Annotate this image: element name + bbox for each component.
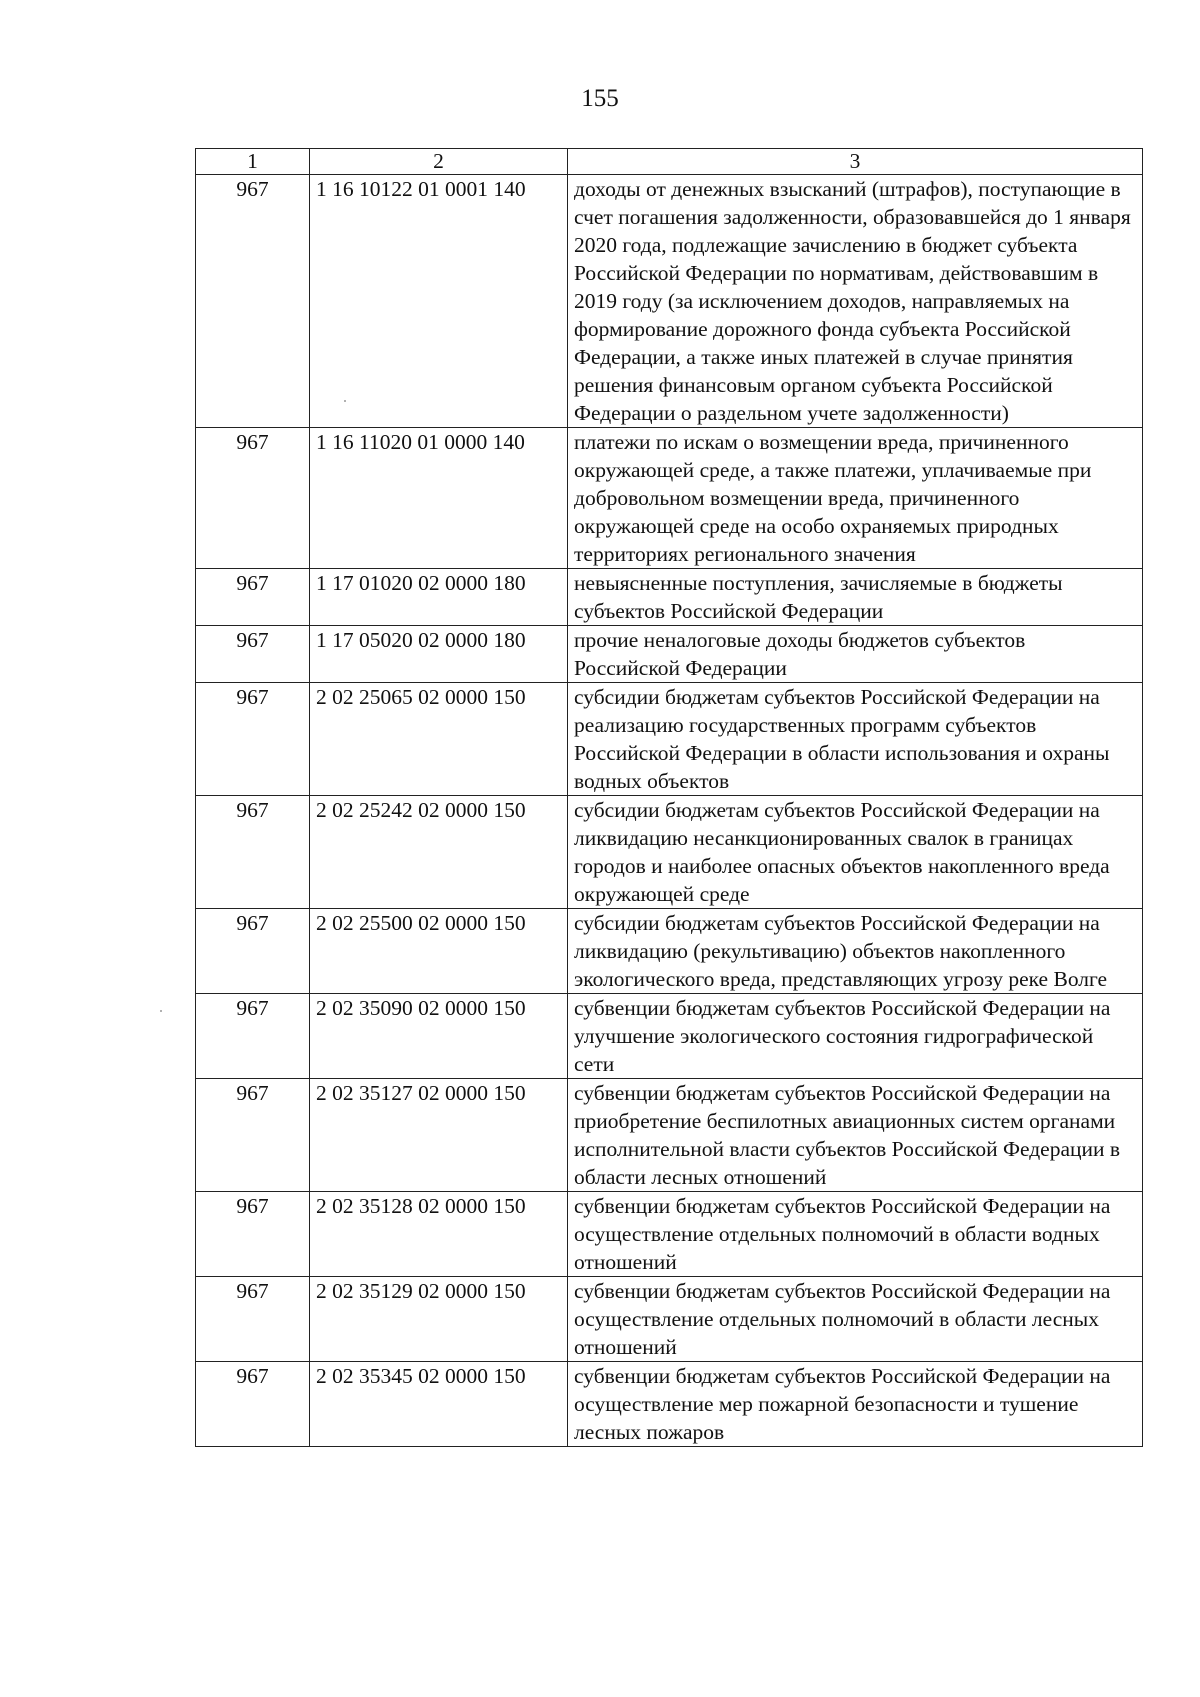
scan-speck <box>344 400 346 402</box>
column-header-1: 1 <box>196 149 310 175</box>
description-cell: невыясненные поступления, зачисляемые в бюджеты субъектов Российской Федерации <box>568 569 1143 626</box>
admin-code-cell: 967 <box>196 796 310 909</box>
description-cell: субсидии бюджетам субъектов Российской Федерации на реализацию государственных программ субъектов Российской Федерации в области использования и охраны водных объектов <box>568 683 1143 796</box>
budget-code-cell: 2 02 35345 02 0000 150 <box>310 1362 568 1447</box>
budget-code-cell: 2 02 35128 02 0000 150 <box>310 1192 568 1277</box>
budget-code-cell: 2 02 35090 02 0000 150 <box>310 994 568 1079</box>
description-cell: платежи по искам о возмещении вреда, причиненного окружающей среде, а также платежи, уплачиваемые при добровольном возмещении вреда, причиненного окружающей среде на особо охраняемых природных территориях регионального значения <box>568 428 1143 569</box>
admin-code-cell: 967 <box>196 1079 310 1192</box>
budget-code-cell: 2 02 25065 02 0000 150 <box>310 683 568 796</box>
admin-code-cell: 967 <box>196 994 310 1079</box>
description-cell: субвенции бюджетам субъектов Российской Федерации на осуществление отдельных полномочий в области лесных отношений <box>568 1277 1143 1362</box>
budget-code-cell: 2 02 35127 02 0000 150 <box>310 1079 568 1192</box>
description-cell: субсидии бюджетам субъектов Российской Федерации на ликвидацию несанкционированных свалок в границах городов и наиболее опасных объектов накопленного вреда окружающей среде <box>568 796 1143 909</box>
budget-code-cell: 2 02 35129 02 0000 150 <box>310 1277 568 1362</box>
table-row <box>196 1362 1143 1447</box>
description-cell: субвенции бюджетам субъектов Российской Федерации на осуществление отдельных полномочий в области водных отношений <box>568 1192 1143 1277</box>
admin-code-cell: 967 <box>196 683 310 796</box>
table-row <box>196 796 1143 909</box>
column-header-3: 3 <box>568 149 1143 175</box>
description-cell: субвенции бюджетам субъектов Российской Федерации на осуществление мер пожарной безопасности и тушение лесных пожаров <box>568 1362 1143 1447</box>
column-header-2: 2 <box>310 149 568 175</box>
description-cell: доходы от денежных взысканий (штрафов), поступающие в счет погашения задолженности, образовавшейся до 1 января 2020 года, подлежащие зачислению в бюджет субъекта Российской Федерации по нормативам, действовавшим в 2019 году (за исключением доходов, направляемых на формирование дорожного фонда субъекта Российской Федерации, а также иных платежей в случае принятия решения финансовым органом субъекта Российской Федерации о раздельном учете задолженности) <box>568 175 1143 428</box>
budget-code-cell: 1 17 01020 02 0000 180 <box>310 569 568 626</box>
table-header-row <box>196 149 1143 175</box>
table-row <box>196 1277 1143 1362</box>
admin-code-cell: 967 <box>196 1277 310 1362</box>
admin-code-cell: 967 <box>196 909 310 994</box>
description-cell: прочие неналоговые доходы бюджетов субъектов Российской Федерации <box>568 626 1143 683</box>
scan-speck <box>160 1010 162 1012</box>
table-row <box>196 683 1143 796</box>
table-row <box>196 626 1143 683</box>
budget-code-cell: 2 02 25242 02 0000 150 <box>310 796 568 909</box>
table-row <box>196 175 1143 428</box>
table-row <box>196 994 1143 1079</box>
admin-code-cell: 967 <box>196 175 310 428</box>
budget-code-cell: 1 16 10122 01 0001 140 <box>310 175 568 428</box>
admin-code-cell: 967 <box>196 626 310 683</box>
budget-classification-table <box>195 148 1143 1447</box>
budget-code-cell: 2 02 25500 02 0000 150 <box>310 909 568 994</box>
description-cell: субвенции бюджетам субъектов Российской Федерации на приобретение беспилотных авиационных систем органами исполнительной власти субъектов Российской Федерации в области лесных отношений <box>568 1079 1143 1192</box>
description-cell: субвенции бюджетам субъектов Российской Федерации на улучшение экологического состояния гидрографической сети <box>568 994 1143 1079</box>
admin-code-cell: 967 <box>196 1192 310 1277</box>
table-row <box>196 1079 1143 1192</box>
admin-code-cell: 967 <box>196 428 310 569</box>
description-cell: субсидии бюджетам субъектов Российской Федерации на ликвидацию (рекультивацию) объектов накопленного экологического вреда, представляющих угрозу реке Волге <box>568 909 1143 994</box>
table-row <box>196 909 1143 994</box>
admin-code-cell: 967 <box>196 569 310 626</box>
page-number: 155 <box>581 85 619 112</box>
admin-code-cell: 967 <box>196 1362 310 1447</box>
budget-code-cell: 1 16 11020 01 0000 140 <box>310 428 568 569</box>
budget-code-cell: 1 17 05020 02 0000 180 <box>310 626 568 683</box>
table-row <box>196 569 1143 626</box>
table-row <box>196 428 1143 569</box>
table-row <box>196 1192 1143 1277</box>
